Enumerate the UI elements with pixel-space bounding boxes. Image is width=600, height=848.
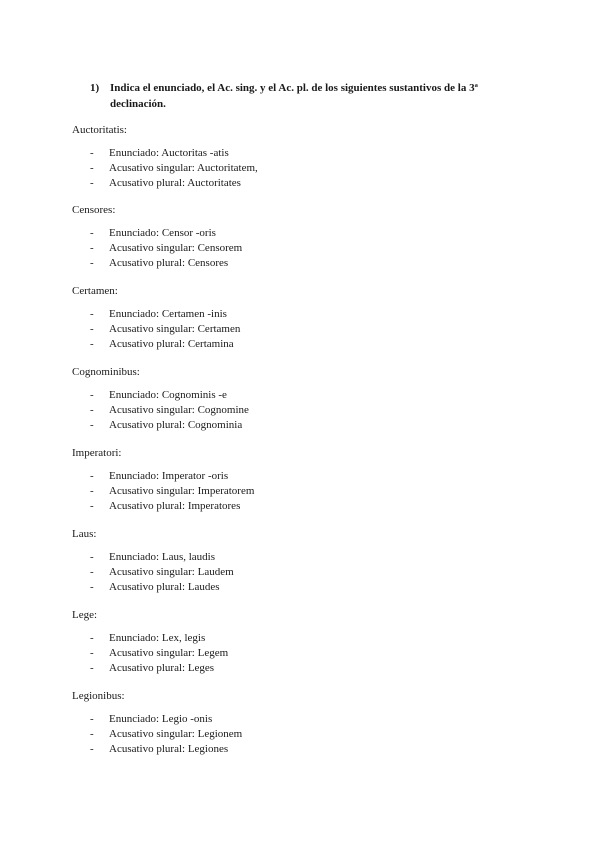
noun-form-item — [72, 550, 552, 565]
noun-form-text: Acusativo singular: Certamen — [109, 323, 241, 335]
noun-form-item — [72, 712, 552, 727]
noun-form-item — [72, 337, 552, 352]
bullet-dash: - — [90, 743, 94, 755]
noun-form-item — [72, 307, 552, 322]
noun-form-item — [72, 388, 552, 403]
noun-form-text: Acusativo singular: Legionem — [109, 728, 243, 740]
bullet-dash: - — [90, 177, 94, 189]
noun-form-item — [72, 499, 552, 514]
bullet-dash: - — [90, 419, 94, 431]
noun-forms-list — [72, 631, 552, 676]
noun-entry — [72, 608, 552, 676]
noun-form-item — [72, 727, 552, 742]
noun-word: Legionibus: — [72, 690, 125, 702]
question-text: Indica el enunciado, el Ac. sing. y el Ac. pl. de los siguientes sustantivos de la 3ª declinación. — [110, 82, 478, 110]
noun-form-item — [72, 176, 552, 191]
noun-form-item — [72, 742, 552, 757]
noun-form-item — [72, 646, 552, 661]
noun-word: Cognominibus: — [72, 366, 140, 378]
noun-form-text: Enunciado: Certamen -inis — [109, 308, 227, 320]
noun-entry — [72, 527, 552, 595]
noun-form-text: Enunciado: Laus, laudis — [109, 551, 216, 563]
noun-form-item — [72, 226, 552, 241]
noun-form-item — [72, 241, 552, 256]
bullet-dash: - — [90, 662, 94, 674]
noun-entry — [72, 284, 552, 352]
noun-word: Auctoritatis: — [72, 124, 127, 136]
noun-form-text: Acusativo plural: Auctoritates — [109, 177, 241, 189]
noun-entry — [72, 365, 552, 433]
bullet-dash: - — [90, 647, 94, 659]
bullet-dash: - — [90, 728, 94, 740]
noun-form-item — [72, 565, 552, 580]
noun-word: Laus: — [72, 528, 97, 540]
noun-word: Imperatori: — [72, 447, 122, 459]
noun-form-text: Acusativo singular: Laudem — [109, 566, 234, 578]
noun-form-text: Acusativo plural: Censores — [109, 257, 229, 269]
noun-form-item — [72, 661, 552, 676]
noun-entry — [72, 689, 552, 757]
noun-form-text: Enunciado: Auctoritas -atis — [109, 147, 229, 159]
noun-entry — [72, 203, 552, 271]
bullet-dash: - — [90, 242, 94, 254]
noun-form-text: Acusativo plural: Leges — [109, 662, 215, 674]
noun-form-text: Acusativo singular: Legem — [109, 647, 229, 659]
noun-forms-list — [72, 226, 552, 271]
noun-form-item — [72, 580, 552, 595]
noun-form-item — [72, 403, 552, 418]
noun-form-text: Enunciado: Cognominis -e — [109, 389, 227, 401]
bullet-dash: - — [90, 551, 94, 563]
bullet-dash: - — [90, 566, 94, 578]
bullet-dash: - — [90, 713, 94, 725]
bullet-dash: - — [90, 389, 94, 401]
noun-form-text: Acusativo singular: Cognomine — [109, 404, 249, 416]
noun-word: Certamen: — [72, 285, 118, 297]
bullet-dash: - — [90, 162, 94, 174]
bullet-dash: - — [90, 308, 94, 320]
question-heading — [90, 80, 510, 112]
bullet-dash: - — [90, 581, 94, 593]
noun-forms-list — [72, 388, 552, 433]
noun-forms-list — [72, 550, 552, 595]
noun-form-text: Acusativo plural: Cognominia — [109, 419, 243, 431]
noun-form-item — [72, 418, 552, 433]
noun-word: Censores: — [72, 204, 116, 216]
bullet-dash: - — [90, 470, 94, 482]
bullet-dash: - — [90, 404, 94, 416]
bullet-dash: - — [90, 227, 94, 239]
noun-form-text: Enunciado: Imperator -oris — [109, 470, 229, 482]
bullet-dash: - — [90, 500, 94, 512]
question-number: 1) — [90, 82, 100, 94]
noun-form-text: Enunciado: Legio -onis — [109, 713, 213, 725]
noun-form-item — [72, 322, 552, 337]
noun-form-text: Acusativo singular: Auctoritatem, — [109, 162, 258, 174]
noun-forms-list — [72, 307, 552, 352]
noun-form-text: Acusativo plural: Certamina — [109, 338, 234, 350]
bullet-dash: - — [90, 147, 94, 159]
bullet-dash: - — [90, 338, 94, 350]
noun-word: Lege: — [72, 609, 98, 621]
bullet-dash: - — [90, 257, 94, 269]
noun-form-item — [72, 161, 552, 176]
noun-form-text: Acusativo singular: Imperatorem — [109, 485, 255, 497]
noun-forms-list — [72, 146, 552, 191]
noun-form-item — [72, 484, 552, 499]
noun-form-item — [72, 146, 552, 161]
noun-forms-list — [72, 469, 552, 514]
noun-list — [72, 123, 552, 770]
noun-form-text: Acusativo plural: Laudes — [109, 581, 220, 593]
noun-entry — [72, 123, 552, 191]
noun-entry — [72, 446, 552, 514]
noun-form-text: Enunciado: Censor -oris — [109, 227, 216, 239]
noun-form-item — [72, 256, 552, 271]
noun-form-text: Acusativo singular: Censorem — [109, 242, 243, 254]
bullet-dash: - — [90, 485, 94, 497]
noun-form-item — [72, 631, 552, 646]
bullet-dash: - — [90, 323, 94, 335]
noun-forms-list — [72, 712, 552, 757]
noun-form-item — [72, 469, 552, 484]
noun-form-text: Acusativo plural: Imperatores — [109, 500, 241, 512]
noun-form-text: Enunciado: Lex, legis — [109, 632, 206, 644]
noun-form-text: Acusativo plural: Legiones — [109, 743, 229, 755]
bullet-dash: - — [90, 632, 94, 644]
